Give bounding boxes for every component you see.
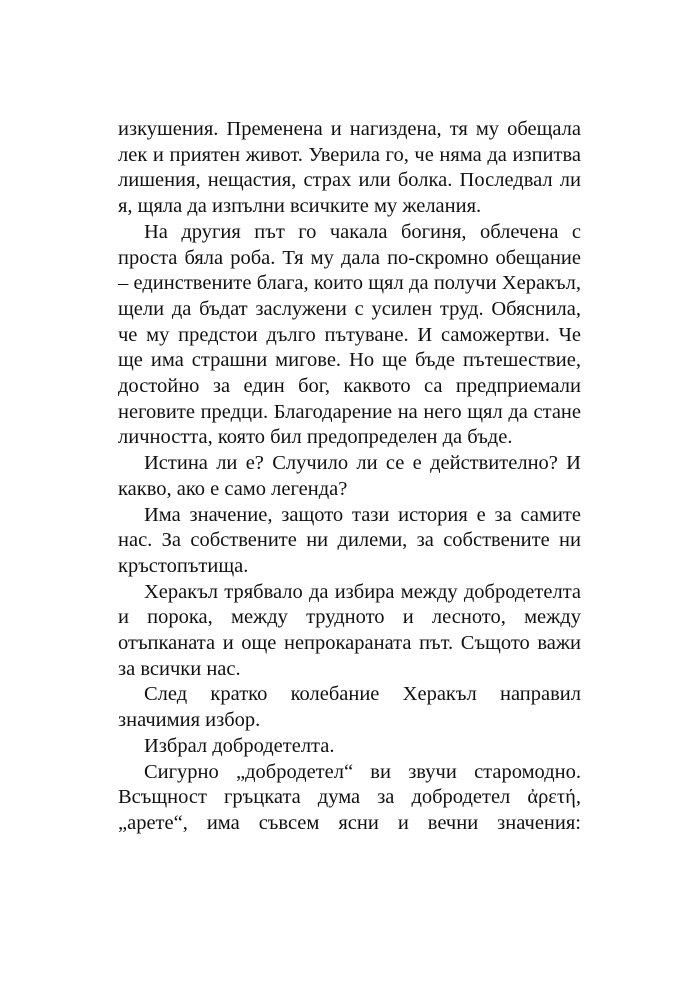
paragraph-6: След кратко колебание Херакъл направил значимия избор. xyxy=(118,683,581,732)
paragraph-1: изкушения. Пременена и нагиздена, тя му обещала лек и приятен живот. Уверила го, че няма да изпитва лишения, нещастия, страх или болка. Последвал ли я, щяла да изпълни всичките му желания. xyxy=(118,118,581,218)
page-text-block xyxy=(118,117,581,837)
paragraph-7: Избрал добродетелта. xyxy=(144,734,335,757)
paragraph-8: Сигурно „добродетел“ ви звучи старомодно. Всъщност гръцката дума за добродетел ἀρετή, „арете“, има съвсем ясни и вечни значения: xyxy=(118,760,581,834)
paragraph-5: Херакъл трябвало да избира между добродетелта и порока, между трудното и лесното, между отъпканата и още непрокараната път. Същото важи за всички нас. xyxy=(118,580,581,680)
paragraph-2: На другия път го чакала богиня, облечена с проста бяла роба. Тя му дала по-скромно обещание – единствените блага, които щял да получи Херакъл, щели да бъдат заслужени с усилен труд. Обяснила, че му предстои дълго пътуване. И саможертви. Че ще има страшни мигове. Но ще бъде пътешествие, достойно за един бог, каквото са предприемали неговите предци. Благодарение на него щял да стане личността, която бил предопределен да бъде. xyxy=(118,220,581,449)
paragraph-4: Има значение, защото тази история е за самите нас. За собствените ни дилеми, за собствените ни кръстопътища. xyxy=(118,503,581,577)
paragraph-3: Истина ли е? Случило ли се е действително? И какво, ако е само легенда? xyxy=(118,452,581,500)
